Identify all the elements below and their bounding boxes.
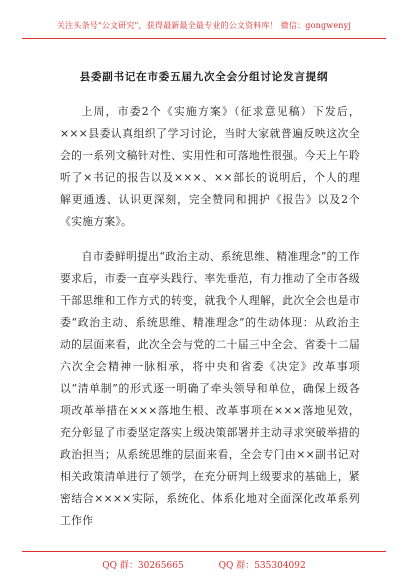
document-body	[60, 101, 360, 545]
footer-qq-group-1: QQ 群：30265665	[102, 561, 184, 571]
footer	[0, 558, 408, 571]
paragraph-2: 自市委鲜明提出“政治主动、系统思维、精准理念”的工作要求后，市委一直亭头践行、率先垂范，有力推动了全市各级干部思维和工作方式的转变，就我个人理解，此次全会也是市委“政治主动、系统思维、精准理念”的生动体现：从政治主动的层面来看，此次全会与党的二十届三中全会、省委十二届六次全会精神一脉相承，将中央和省委《决定》改革事项以“清单制”的形式逐一明确了牵头领导和单位，确保上级各项改革举措在×××落地生根、改革事项在×××落地见效，充分彰显了市委坚定落实上级决策部署并主动寻求突破举措的政治担当；从系统思维的层面来看，全会专门由××副书记对相关政策清单进行了领学，在充分研判上级要求的基础上，紧密结合××××实际，系统化、体系化地对全面深化改革系列工作作	[60, 250, 360, 527]
footer-divider	[22, 551, 386, 552]
paragraph-1: 上周，市委2个《实施方案》（征求意见稿）下发后，×××县委认真组织了学习讨论，当时大家就普遍反映这次全会的一系列文稿针对性、实用性和可落地性很强。今天上午聆听了×书记的报告以及×××、××部长的说明后，个人的理解更通透、认识更深刻，完全赞同和拥护《报告》以及2个《实施方案》。	[60, 105, 360, 228]
header-divider	[22, 38, 386, 39]
header-banner: 关注头条号"公文研究"，获得最新最全最专业的公文资料库！ 微信：gongwenyj	[56, 21, 352, 30]
document-title: 县委副书记在市委五届九次全会分组讨论发言提纲	[79, 71, 329, 83]
footer-qq-group-2: QQ 群：535304092	[218, 561, 306, 571]
